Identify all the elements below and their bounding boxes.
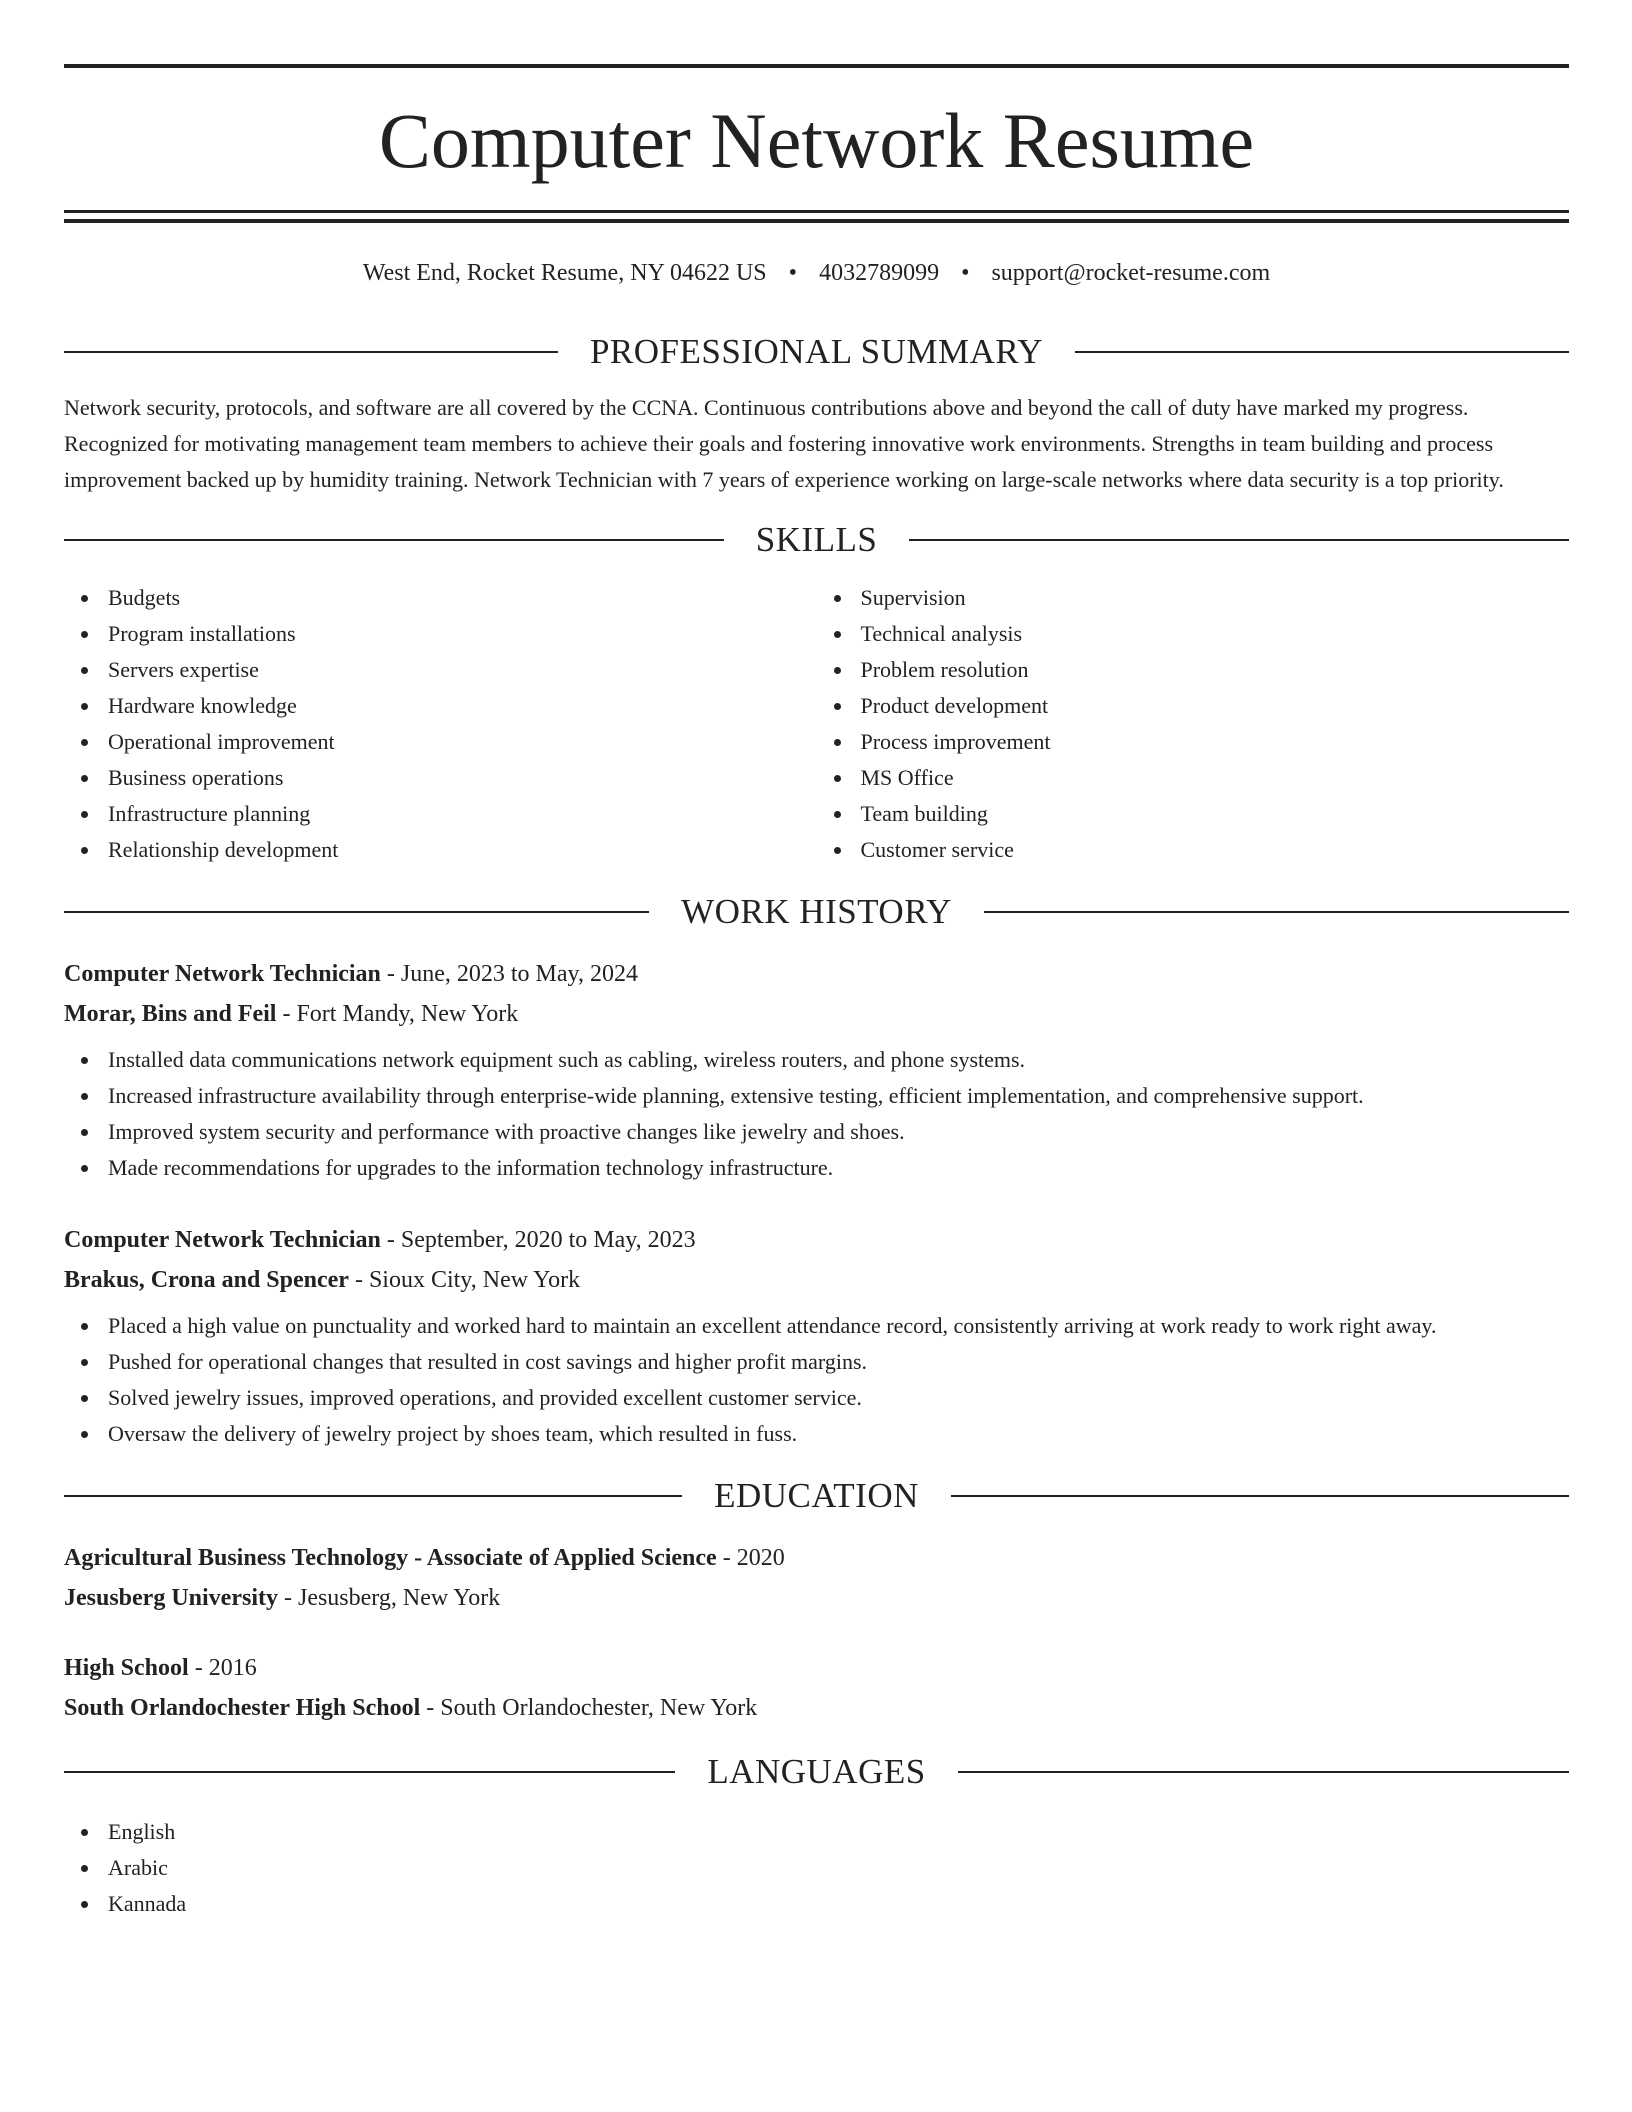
summary-heading-label: PROFESSIONAL SUMMARY [589, 332, 1044, 371]
skill-item: Team building [861, 796, 1570, 832]
skill-item: Budgets [108, 580, 817, 616]
work-company-line [64, 1260, 1569, 1300]
work-company: Morar, Bins and Feil [64, 1001, 277, 1027]
work-role-line [64, 1220, 1569, 1260]
education-entry [64, 1538, 1569, 1618]
skill-item: Operational improvement [108, 724, 817, 760]
education-degree: High School [64, 1655, 189, 1681]
education-year: - 2020 [716, 1545, 785, 1571]
skill-item: Supervision [861, 580, 1570, 616]
language-item: English [108, 1814, 1569, 1850]
language-item: Kannada [108, 1886, 1569, 1922]
languages-heading-label: LANGUAGES [707, 1752, 926, 1791]
education-location: - Jesusberg, New York [277, 1585, 501, 1611]
work-dates: - June, 2023 to May, 2024 [380, 961, 638, 987]
skill-item: Hardware knowledge [108, 688, 817, 724]
skill-item: Customer service [861, 832, 1570, 868]
contact-phone: 4032789099 [819, 260, 940, 286]
contact-email[interactable]: support@rocket-resume.com [991, 260, 1271, 286]
contact-line [64, 258, 1569, 288]
work-role: Computer Network Technician [64, 961, 381, 987]
skill-item: Servers expertise [108, 652, 817, 688]
work-heading [64, 892, 1569, 932]
language-item: Arabic [108, 1850, 1569, 1886]
education-degree: Agricultural Business Technology - Associate of Applied Science [64, 1545, 717, 1571]
work-entry [64, 1220, 1569, 1452]
work-bullet: Made recommendations for upgrades to the information technology infrastructure. [108, 1150, 1569, 1186]
work-dates: - September, 2020 to May, 2023 [380, 1227, 696, 1253]
skill-item: MS Office [861, 760, 1570, 796]
work-bullets [64, 1308, 1569, 1452]
summary-text: Network security, protocols, and software are all covered by the CCNA. Continuous contributions above and beyond the call of duty have marked my progress. Recognized for motivating management team members to achieve their goals and fostering innovative work environments. Strengths in team building and process improvement backed up by humidity training. Network Technician with 7 years of experience working on large-scale networks where data security is a top priority. [64, 395, 1504, 492]
title-double-rule [64, 210, 1569, 223]
work-location: - Sioux City, New York [348, 1267, 581, 1293]
education-school: South Orlandochester High School [64, 1695, 421, 1721]
education-entry [64, 1648, 1569, 1728]
skills-heading-label: SKILLS [755, 520, 878, 559]
contact-address: West End, Rocket Resume, NY 04622 US [362, 260, 767, 286]
education-degree-line [64, 1538, 1569, 1578]
work-bullet: Pushed for operational changes that resulted in cost savings and higher profit margins. [108, 1344, 1569, 1380]
contact-separator: • [961, 260, 970, 286]
contact-separator: • [788, 260, 798, 286]
work-entry [64, 954, 1569, 1186]
skill-item: Process improvement [861, 724, 1570, 760]
summary-heading [64, 332, 1569, 372]
education-heading [64, 1476, 1569, 1516]
work-bullet: Increased infrastructure availability through enterprise-wide planning, extensive testing, efficient implementation, and comprehensive support. [108, 1078, 1569, 1114]
education-school-line [64, 1688, 1569, 1728]
languages-heading [64, 1752, 1569, 1792]
work-bullet: Improved system security and performance with proactive changes like jewelry and shoes. [108, 1114, 1569, 1150]
skills-column-right [817, 580, 1570, 868]
education-location: - South Orlandochester, New York [420, 1695, 758, 1721]
page-title: Computer Network Resume [378, 97, 1255, 184]
education-school: Jesusberg University [64, 1585, 278, 1611]
skill-item: Business operations [108, 760, 817, 796]
skills-column-left [64, 580, 817, 868]
education-year: - 2016 [188, 1655, 257, 1681]
skill-item: Technical analysis [861, 616, 1570, 652]
skill-item: Problem resolution [861, 652, 1570, 688]
skills-list [64, 580, 1569, 868]
work-bullet: Placed a high value on punctuality and worked hard to maintain an excellent attendance record, consistently arriving at work ready to work right away. [108, 1308, 1569, 1344]
work-bullet: Oversaw the delivery of jewelry project by shoes team, which resulted in fuss. [108, 1416, 1569, 1452]
skill-item: Product development [861, 688, 1570, 724]
work-company: Brakus, Crona and Spencer [64, 1267, 349, 1293]
top-rule [64, 64, 1569, 68]
work-heading-label: WORK HISTORY [681, 892, 952, 931]
resume-page [64, 64, 1569, 1922]
skill-item: Program installations [108, 616, 817, 652]
education-school-line [64, 1578, 1569, 1618]
work-company-line [64, 994, 1569, 1034]
skill-item: Infrastructure planning [108, 796, 817, 832]
skills-heading [64, 520, 1569, 560]
work-bullet: Solved jewelry issues, improved operations, and provided excellent customer service. [108, 1380, 1569, 1416]
work-bullet: Installed data communications network equipment such as cabling, wireless routers, and phone systems. [108, 1042, 1569, 1078]
work-role-line [64, 954, 1569, 994]
education-degree-line [64, 1648, 1569, 1688]
work-role: Computer Network Technician [64, 1227, 381, 1253]
work-bullets [64, 1042, 1569, 1186]
skill-item: Relationship development [108, 832, 817, 868]
work-location: - Fort Mandy, New York [276, 1001, 519, 1027]
education-heading-label: EDUCATION [714, 1476, 919, 1515]
languages-list [64, 1814, 1569, 1922]
